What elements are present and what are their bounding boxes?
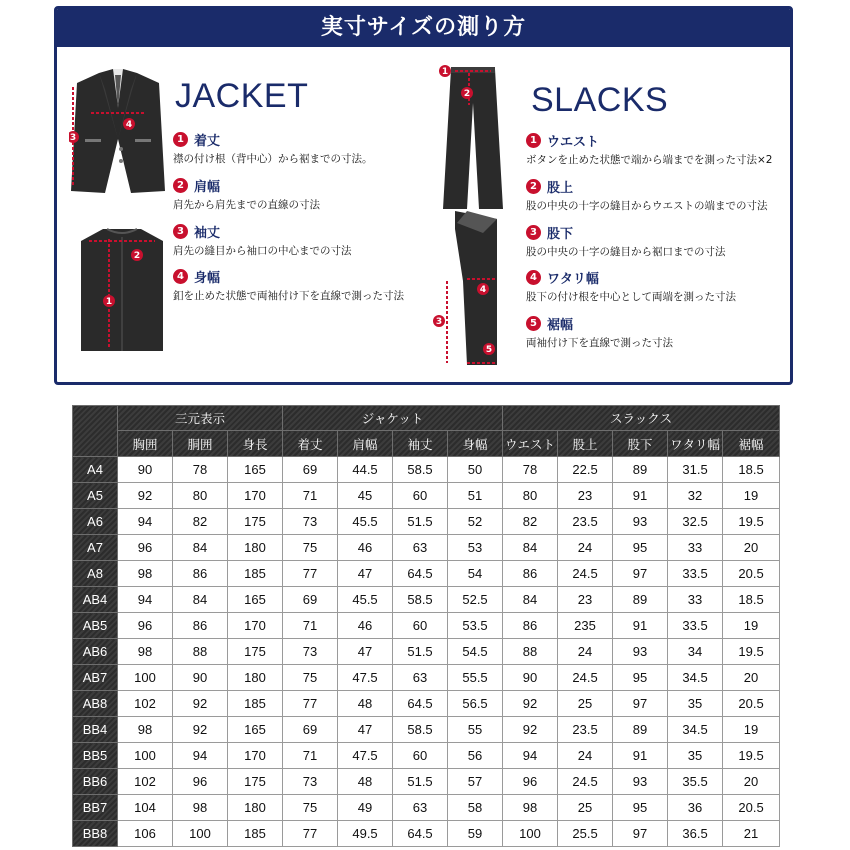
table-cell: 175	[228, 769, 283, 795]
table-cell: 25.5	[558, 821, 613, 847]
number-badge: 3	[173, 224, 188, 239]
number-badge: 2	[526, 179, 541, 194]
column-header: 股下	[613, 431, 668, 457]
table-cell: 80	[173, 483, 228, 509]
table-cell: 94	[118, 509, 173, 535]
table-cell: 88	[503, 639, 558, 665]
table-cell: 34.5	[668, 665, 723, 691]
table-cell: 180	[228, 665, 283, 691]
table-cell: 48	[338, 691, 393, 717]
table-row	[73, 795, 780, 821]
table-cell: 98	[503, 795, 558, 821]
table-row	[73, 743, 780, 769]
table-cell: 19.5	[723, 639, 780, 665]
table-row	[73, 483, 780, 509]
table-cell: 77	[283, 561, 338, 587]
table-cell: 69	[283, 457, 338, 483]
jacket-heading: JACKET	[175, 77, 309, 115]
table-body	[73, 457, 780, 847]
table-cell: 93	[613, 509, 668, 535]
table-row	[73, 457, 780, 483]
table-row	[73, 665, 780, 691]
table-cell: 63	[393, 795, 448, 821]
slacks-front-illustration	[433, 63, 513, 213]
table-cell: 23.5	[558, 717, 613, 743]
svg-text:3: 3	[69, 133, 77, 143]
table-cell: 20	[723, 665, 780, 691]
table-cell: 90	[503, 665, 558, 691]
table-cell: 23	[558, 483, 613, 509]
table-cell: 86	[173, 561, 228, 587]
table-cell: 75	[283, 795, 338, 821]
table-cell: 98	[118, 639, 173, 665]
slacks-item-rise	[526, 176, 793, 213]
table-cell: 86	[503, 613, 558, 639]
table-cell: 102	[118, 691, 173, 717]
size-label: BB5	[73, 743, 118, 769]
table-cell: 80	[503, 483, 558, 509]
svg-text:2: 2	[133, 251, 141, 261]
item-label: 裾幅	[547, 317, 574, 333]
table-cell: 60	[393, 743, 448, 769]
slacks-item-waist	[526, 130, 793, 167]
table-cell: 185	[228, 561, 283, 587]
table-cell: 52.5	[448, 587, 503, 613]
table-cell: 91	[613, 613, 668, 639]
table-cell: 73	[283, 769, 338, 795]
table-cell: 47	[338, 639, 393, 665]
table-cell: 75	[283, 535, 338, 561]
table-cell: 47	[338, 717, 393, 743]
table-cell: 52	[448, 509, 503, 535]
column-header-row	[73, 431, 780, 457]
table-cell: 35.5	[668, 769, 723, 795]
table-cell: 49.5	[338, 821, 393, 847]
table-cell: 58	[448, 795, 503, 821]
column-header: 裾幅	[723, 431, 780, 457]
table-cell: 35	[668, 743, 723, 769]
table-cell: 34	[668, 639, 723, 665]
table-cell: 31.5	[668, 457, 723, 483]
table-cell: 84	[503, 587, 558, 613]
column-header: 股上	[558, 431, 613, 457]
table-cell: 100	[118, 743, 173, 769]
table-cell: 92	[173, 717, 228, 743]
number-badge: 4	[173, 269, 188, 284]
jacket-item-chest	[173, 266, 463, 303]
table-cell: 69	[283, 717, 338, 743]
table-cell: 95	[613, 665, 668, 691]
item-description: 肩先から肩先までの直線の寸法	[173, 199, 320, 211]
table-cell: 46	[338, 535, 393, 561]
table-cell: 47	[338, 561, 393, 587]
number-badge: 5	[526, 316, 541, 331]
table-cell: 104	[118, 795, 173, 821]
table-corner	[73, 406, 118, 457]
table-cell: 19.5	[723, 509, 780, 535]
table-cell: 18.5	[723, 457, 780, 483]
table-cell: 98	[118, 717, 173, 743]
table-cell: 94	[173, 743, 228, 769]
table-cell: 95	[613, 795, 668, 821]
table-cell: 58.5	[393, 457, 448, 483]
table-cell: 20.5	[723, 691, 780, 717]
table-cell: 98	[173, 795, 228, 821]
item-description: 股の中央の十字の縫目から裾口までの寸法	[526, 246, 726, 258]
column-header: 胸囲	[118, 431, 173, 457]
table-cell: 185	[228, 821, 283, 847]
table-cell: 165	[228, 457, 283, 483]
table-row	[73, 821, 780, 847]
table-cell: 96	[118, 613, 173, 639]
svg-text:3: 3	[435, 317, 443, 327]
table-row	[73, 717, 780, 743]
jacket-item-length	[173, 129, 463, 166]
table-cell: 86	[173, 613, 228, 639]
table-cell: 64.5	[393, 821, 448, 847]
column-header: ワタリ幅	[668, 431, 723, 457]
size-table	[72, 405, 780, 847]
table-cell: 36	[668, 795, 723, 821]
table-cell: 60	[393, 483, 448, 509]
size-label: AB5	[73, 613, 118, 639]
svg-text:4: 4	[479, 285, 487, 295]
table-cell: 33.5	[668, 613, 723, 639]
table-cell: 24	[558, 639, 613, 665]
table-cell: 73	[283, 639, 338, 665]
table-cell: 91	[613, 483, 668, 509]
slacks-item-thigh	[526, 267, 793, 304]
number-badge: 1	[526, 133, 541, 148]
table-cell: 36.5	[668, 821, 723, 847]
jacket-item-sleeve	[173, 221, 463, 258]
size-label: A7	[73, 535, 118, 561]
table-cell: 77	[283, 691, 338, 717]
table-cell: 59	[448, 821, 503, 847]
item-description: 襟の付け根（背中心）から裾までの寸法。	[173, 153, 373, 165]
table-cell: 45.5	[338, 509, 393, 535]
size-label: AB8	[73, 691, 118, 717]
table-cell: 23	[558, 587, 613, 613]
table-cell: 98	[118, 561, 173, 587]
table-cell: 96	[118, 535, 173, 561]
table-cell: 47.5	[338, 743, 393, 769]
slacks-leg-illustration	[427, 209, 507, 369]
table-cell: 95	[613, 535, 668, 561]
size-label: BB7	[73, 795, 118, 821]
number-badge: 2	[173, 178, 188, 193]
table-cell: 50	[448, 457, 503, 483]
table-cell: 55	[448, 717, 503, 743]
table-cell: 185	[228, 691, 283, 717]
table-cell: 25	[558, 691, 613, 717]
table-cell: 170	[228, 613, 283, 639]
slacks-item-hem	[526, 313, 793, 350]
table-cell: 19	[723, 717, 780, 743]
table-cell: 84	[173, 587, 228, 613]
table-cell: 175	[228, 639, 283, 665]
jacket-item-shoulder	[173, 175, 463, 212]
table-cell: 71	[283, 483, 338, 509]
table-cell: 32.5	[668, 509, 723, 535]
table-cell: 35	[668, 691, 723, 717]
table-cell: 89	[613, 717, 668, 743]
table-cell: 44.5	[338, 457, 393, 483]
table-cell: 71	[283, 743, 338, 769]
table-cell: 19.5	[723, 743, 780, 769]
table-cell: 96	[503, 769, 558, 795]
table-cell: 92	[173, 691, 228, 717]
table-cell: 94	[118, 587, 173, 613]
table-cell: 82	[503, 509, 558, 535]
item-label: 袖丈	[194, 225, 221, 241]
table-cell: 75	[283, 665, 338, 691]
column-header: 着丈	[283, 431, 338, 457]
table-cell: 64.5	[393, 561, 448, 587]
number-badge: 1	[173, 132, 188, 147]
item-description: 股の中央の十字の縫目からウエストの端までの寸法	[526, 200, 768, 212]
number-badge: 4	[526, 270, 541, 285]
table-cell: 69	[283, 587, 338, 613]
table-row	[73, 535, 780, 561]
table-cell: 19	[723, 483, 780, 509]
svg-text:4: 4	[125, 120, 133, 130]
table-cell: 20.5	[723, 795, 780, 821]
table-cell: 63	[393, 665, 448, 691]
table-cell: 21	[723, 821, 780, 847]
item-description: 肩先の縫目から袖口の中心までの寸法	[173, 245, 352, 257]
column-header: ウエスト	[503, 431, 558, 457]
table-cell: 45.5	[338, 587, 393, 613]
table-cell: 48	[338, 769, 393, 795]
table-cell: 96	[173, 769, 228, 795]
size-label: A6	[73, 509, 118, 535]
table-cell: 20.5	[723, 561, 780, 587]
table-cell: 102	[118, 769, 173, 795]
table-cell: 63	[393, 535, 448, 561]
table-cell: 58.5	[393, 587, 448, 613]
table-cell: 54.5	[448, 639, 503, 665]
table-cell: 82	[173, 509, 228, 535]
table-cell: 90	[118, 457, 173, 483]
table-row	[73, 691, 780, 717]
table-cell: 165	[228, 587, 283, 613]
table-cell: 93	[613, 639, 668, 665]
group-header-sizes: 三元表示	[118, 406, 283, 431]
svg-text:5: 5	[485, 345, 493, 355]
table-row	[73, 639, 780, 665]
table-cell: 78	[173, 457, 228, 483]
table-cell: 19	[723, 613, 780, 639]
item-description: 両袖付け下を直線で測った寸法	[526, 337, 673, 349]
table-cell: 93	[613, 769, 668, 795]
table-cell: 57	[448, 769, 503, 795]
item-label: 股下	[547, 226, 574, 242]
table-cell: 54	[448, 561, 503, 587]
table-row	[73, 509, 780, 535]
table-row	[73, 613, 780, 639]
slacks-heading: SLACKS	[531, 81, 669, 119]
size-label: BB8	[73, 821, 118, 847]
table-cell: 46	[338, 613, 393, 639]
table-cell: 25	[558, 795, 613, 821]
table-cell: 32	[668, 483, 723, 509]
table-cell: 24.5	[558, 561, 613, 587]
size-label: BB6	[73, 769, 118, 795]
table-cell: 165	[228, 717, 283, 743]
table-cell: 97	[613, 691, 668, 717]
table-cell: 20	[723, 769, 780, 795]
column-header: 袖丈	[393, 431, 448, 457]
table-cell: 180	[228, 535, 283, 561]
table-row	[73, 769, 780, 795]
group-header-slacks: スラックス	[503, 406, 780, 431]
item-label: ワタリ幅	[547, 271, 599, 287]
table-cell: 55.5	[448, 665, 503, 691]
table-cell: 89	[613, 587, 668, 613]
table-cell: 18.5	[723, 587, 780, 613]
table-cell: 170	[228, 483, 283, 509]
table-cell: 100	[173, 821, 228, 847]
table-cell: 33	[668, 535, 723, 561]
number-badge: 3	[526, 225, 541, 240]
size-label: BB4	[73, 717, 118, 743]
table-cell: 86	[503, 561, 558, 587]
item-label: 身幅	[194, 270, 221, 286]
table-cell: 53	[448, 535, 503, 561]
table-cell: 64.5	[393, 691, 448, 717]
item-description: 釦を止めた状態で両袖付け下を直線で測った寸法	[173, 290, 404, 302]
guide-title: 実寸サイズの測り方	[57, 9, 790, 47]
item-description: ボタンを止めた状態で端から端までを測った寸法×2	[526, 154, 773, 166]
table-cell: 20	[723, 535, 780, 561]
table-cell: 34.5	[668, 717, 723, 743]
table-cell: 77	[283, 821, 338, 847]
size-label: A5	[73, 483, 118, 509]
table-cell: 23.5	[558, 509, 613, 535]
item-label: 着丈	[194, 133, 221, 149]
size-label: A8	[73, 561, 118, 587]
table-cell: 51.5	[393, 769, 448, 795]
column-header: 身長	[228, 431, 283, 457]
table-cell: 106	[118, 821, 173, 847]
table-row	[73, 587, 780, 613]
item-label: ウエスト	[547, 134, 600, 150]
item-label: 股上	[547, 180, 574, 196]
size-label: A4	[73, 457, 118, 483]
size-label: AB6	[73, 639, 118, 665]
svg-text:1: 1	[441, 67, 449, 77]
table-cell: 22.5	[558, 457, 613, 483]
table-cell: 24.5	[558, 665, 613, 691]
column-header: 身幅	[448, 431, 503, 457]
svg-text:1: 1	[105, 297, 113, 307]
table-cell: 235	[558, 613, 613, 639]
jacket-front-illustration	[69, 69, 167, 194]
table-cell: 92	[503, 717, 558, 743]
svg-text:2: 2	[463, 89, 471, 99]
table-cell: 60	[393, 613, 448, 639]
table-cell: 175	[228, 509, 283, 535]
table-cell: 73	[283, 509, 338, 535]
table-cell: 45	[338, 483, 393, 509]
table-cell: 89	[613, 457, 668, 483]
table-cell: 100	[503, 821, 558, 847]
table-cell: 24	[558, 743, 613, 769]
size-label: AB4	[73, 587, 118, 613]
table-cell: 90	[173, 665, 228, 691]
table-cell: 84	[503, 535, 558, 561]
table-cell: 97	[613, 561, 668, 587]
table-cell: 24.5	[558, 769, 613, 795]
table-cell: 170	[228, 743, 283, 769]
table-cell: 51.5	[393, 639, 448, 665]
table-cell: 97	[613, 821, 668, 847]
item-description: 股下の付け根を中心として両端を測った寸法	[526, 291, 736, 303]
table-cell: 92	[118, 483, 173, 509]
table-cell: 91	[613, 743, 668, 769]
slacks-item-inseam	[526, 222, 793, 259]
table-cell: 71	[283, 613, 338, 639]
column-header: 肩幅	[338, 431, 393, 457]
table-cell: 51	[448, 483, 503, 509]
table-row	[73, 561, 780, 587]
table-cell: 84	[173, 535, 228, 561]
size-label: AB7	[73, 665, 118, 691]
table-cell: 180	[228, 795, 283, 821]
table-cell: 100	[118, 665, 173, 691]
table-cell: 51.5	[393, 509, 448, 535]
item-label: 肩幅	[194, 179, 221, 195]
table-cell: 33.5	[668, 561, 723, 587]
table-cell: 24	[558, 535, 613, 561]
table-cell: 47.5	[338, 665, 393, 691]
table-cell: 56	[448, 743, 503, 769]
table-cell: 92	[503, 691, 558, 717]
table-cell: 88	[173, 639, 228, 665]
table-cell: 94	[503, 743, 558, 769]
group-header-jacket: ジャケット	[283, 406, 503, 431]
column-header: 胴囲	[173, 431, 228, 457]
jacket-back-illustration	[79, 227, 165, 352]
table-cell: 78	[503, 457, 558, 483]
table-cell: 33	[668, 587, 723, 613]
table-cell: 53.5	[448, 613, 503, 639]
measurement-guide-panel	[54, 6, 793, 385]
table-cell: 49	[338, 795, 393, 821]
table-cell: 58.5	[393, 717, 448, 743]
table-cell: 56.5	[448, 691, 503, 717]
